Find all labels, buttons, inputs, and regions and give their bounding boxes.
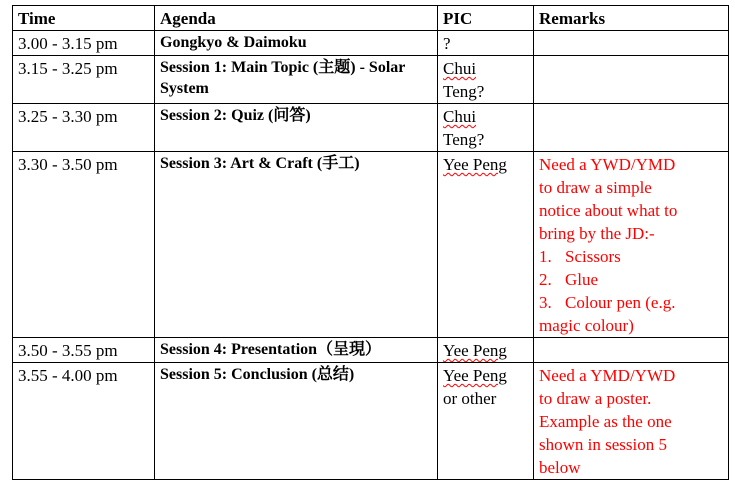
remarks-line: Example as the one xyxy=(539,412,672,431)
table-row xyxy=(13,31,729,56)
pic-cell xyxy=(438,56,534,104)
remarks-cell xyxy=(534,31,729,56)
table-row xyxy=(13,363,729,480)
agenda-cell: Session 4: Presentation（呈現） xyxy=(155,338,438,363)
table-row xyxy=(13,104,729,152)
header-time: Time xyxy=(13,6,155,31)
remarks-cell xyxy=(534,338,729,363)
list-item xyxy=(539,268,723,291)
remarks-line: shown in session 5 xyxy=(539,435,667,454)
remarks-line: below xyxy=(539,458,581,477)
list-item xyxy=(539,245,723,268)
list-number: 3. xyxy=(539,293,552,312)
pic-text: Yee Peng xyxy=(443,341,507,360)
list-number: 2. xyxy=(539,270,552,289)
list-text: Glue xyxy=(565,270,599,289)
pic-text: Teng? xyxy=(443,82,485,101)
remarks-line: to draw a simple xyxy=(539,178,652,197)
pic-text: Chui xyxy=(443,59,477,78)
pic-cell xyxy=(438,363,534,480)
time-cell: 3.15 - 3.25 pm xyxy=(13,56,155,104)
pic-cell xyxy=(438,152,534,338)
agenda-cell: Session 2: Quiz (问答) xyxy=(155,104,438,152)
table-row xyxy=(13,338,729,363)
time-cell: 3.25 - 3.30 pm xyxy=(13,104,155,152)
header-row xyxy=(13,6,729,31)
remarks-line: Need a YWD/YMD xyxy=(539,155,676,174)
list-item xyxy=(539,291,723,314)
pic-text: ? xyxy=(443,34,451,53)
table-row xyxy=(13,56,729,104)
list-number: 1. xyxy=(539,247,552,266)
pic-cell xyxy=(438,104,534,152)
time-cell: 3.50 - 3.55 pm xyxy=(13,338,155,363)
time-cell: 3.55 - 4.00 pm xyxy=(13,363,155,480)
list-text: Scissors xyxy=(565,247,621,266)
remarks-line: to draw a poster. xyxy=(539,389,652,408)
pic-cell xyxy=(438,31,534,56)
pic-text: or other xyxy=(443,389,497,408)
remarks-text xyxy=(539,364,723,479)
pic-text: Yee Peng xyxy=(443,366,507,385)
agenda-cell: Session 3: Art & Craft (手工) xyxy=(155,152,438,338)
agenda-cell: Session 1: Main Topic (主题) - Solar System xyxy=(155,56,438,104)
supply-list xyxy=(539,245,723,314)
remarks-line: notice about what to xyxy=(539,201,678,220)
time-cell: 3.30 - 3.50 pm xyxy=(13,152,155,338)
remarks-cell xyxy=(534,152,729,338)
header-agenda: Agenda xyxy=(155,6,438,31)
remarks-cell xyxy=(534,56,729,104)
remarks-text xyxy=(539,153,723,337)
pic-text: Teng? xyxy=(443,130,485,149)
remarks-line: bring by the JD:- xyxy=(539,224,655,243)
agenda-cell: Session 5: Conclusion (总结) xyxy=(155,363,438,480)
pic-cell xyxy=(438,338,534,363)
list-text: Colour pen (e.g. xyxy=(565,293,676,312)
header-pic: PIC xyxy=(438,6,534,31)
remarks-line: magic colour) xyxy=(539,316,634,335)
table-row xyxy=(13,152,729,338)
pic-text: Yee Peng xyxy=(443,155,507,174)
remarks-cell xyxy=(534,104,729,152)
agenda-cell: Gongkyo & Daimoku xyxy=(155,31,438,56)
agenda-table xyxy=(12,5,729,480)
time-cell: 3.00 - 3.15 pm xyxy=(13,31,155,56)
remarks-cell xyxy=(534,363,729,480)
remarks-line: Need a YMD/YWD xyxy=(539,366,676,385)
pic-text: Chui xyxy=(443,107,477,126)
header-remarks: Remarks xyxy=(534,6,729,31)
